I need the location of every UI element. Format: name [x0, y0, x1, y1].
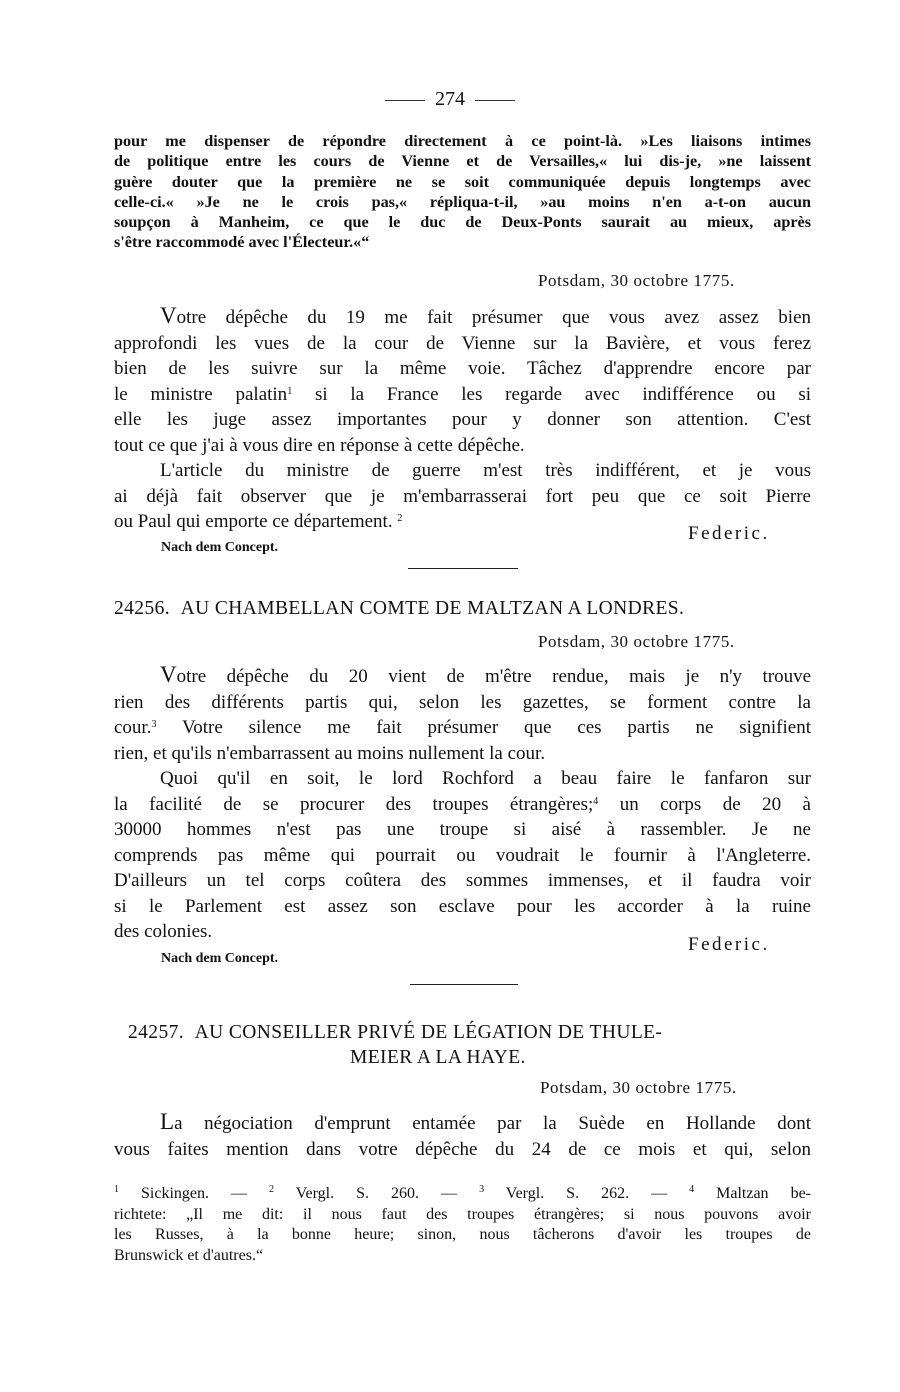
page-number-text: 274: [435, 88, 465, 110]
letter2-body: [114, 662, 811, 945]
text-line: rien, et qu'ils n'embarrassent au moins nullement la cour.: [114, 742, 546, 764]
section-divider: [410, 984, 518, 985]
letter-number: 24257.: [128, 1022, 185, 1043]
text-line: pour me dispenser de répondre directement à ce point-là. »Les liaisons intimes: [114, 132, 811, 150]
footnote-text: Sickingen. —: [119, 1185, 270, 1202]
footnote-line: [114, 1184, 811, 1205]
line-text: le ministre palatin: [114, 383, 288, 405]
footnote-line: Brunswick et d'autres.“: [114, 1246, 264, 1264]
letter3-heading-line1: [128, 1022, 662, 1044]
line-text: ou Paul qui emporte ce département.: [114, 511, 393, 532]
letter-heading-text: AU CHAMBELLAN COMTE DE MALTZAN A LONDRES.: [180, 598, 685, 619]
line-text: Votre silence me fait présumer que ces partis ne signifient: [156, 717, 811, 738]
footnote-text: Vergl. S. 260. —: [274, 1185, 480, 1202]
footnote-number: 4: [689, 1184, 695, 1195]
letter1-signature: Federic.: [688, 523, 770, 544]
text-line: [114, 382, 811, 408]
text-line: 30000 hommes n'est pas une troupe si aisé à rassembler. Je ne: [114, 819, 811, 840]
footnote-ref: 1: [287, 385, 293, 397]
letter3-body: [114, 1109, 811, 1162]
text-line: vous faites mention dans votre dépêche du 24 de ce mois et qui, selon: [114, 1138, 811, 1160]
text-line: de politique entre les cours de Vienne et de Versailles,« lui dis-je, »ne laissent: [114, 152, 811, 171]
line-text: cour.: [114, 717, 152, 738]
line-text: otre dépêche du 19 me fait présumer que vous avez assez bien: [176, 307, 811, 328]
text-line: bien de les suivre sur la même voie. Tâchez d'apprendre encore par: [114, 358, 811, 379]
text-line: [114, 715, 811, 741]
text-line: L'article du ministre de guerre m'est très indifférent, et je vous: [160, 460, 811, 481]
line-text: otre dépêche du 20 vient de m'être rendue, mais je n'y trouve: [176, 666, 811, 687]
letter3-date: Potsdam, 30 octobre 1775.: [540, 1078, 737, 1097]
text-line: [114, 792, 811, 818]
text-line: si le Parlement est assez son esclave pour les accorder à la ruine: [114, 895, 811, 917]
page-number: [0, 88, 900, 111]
text-line: D'ailleurs un tel corps coûtera des sommes immenses, et il faudra voir: [114, 870, 811, 891]
initial-letter: L: [160, 1109, 175, 1134]
footnote-text: Maltzan be-: [694, 1185, 811, 1202]
initial-letter: V: [160, 662, 177, 687]
text-line: rien des différents partis qui, selon les gazettes, se forment contre la: [114, 691, 811, 713]
text-line: tout ce que j'ai à vous dire en réponse à cette dépêche.: [114, 434, 525, 456]
text-line: [114, 1109, 811, 1137]
line-text: la facilité de se procurer des troupes étrangères;: [114, 793, 594, 815]
letter1-concept-note: Nach dem Concept.: [161, 540, 279, 555]
letter2-signature: Federic.: [688, 934, 770, 955]
text-line: des colonies.: [114, 921, 213, 942]
letter2-heading: [114, 598, 684, 620]
footnote-line: les Russes, à la bonne heure; sinon, nous tâcherons d'avoir les troupes de: [114, 1226, 811, 1243]
line-text: a négociation d'emprunt entamée par la Suède en Hollande dont: [174, 1113, 811, 1134]
letter3-heading-line2: MEIER A LA HAYE.: [350, 1047, 526, 1068]
text-line: soupçon à Manheim, ce que le duc de Deux-Ponts saurait au mieux, après: [114, 213, 811, 232]
text-line: elle les juge assez importantes pour y donner son attention. C'est: [114, 409, 811, 430]
text-line: approfondi les vues de la cour de Vienne sur la Bavière, et vous ferez: [114, 332, 811, 354]
text-line: Quoi qu'il en soit, le lord Rochford a beau faire le fanfaron sur: [160, 768, 811, 789]
letter2-concept-note: Nach dem Concept.: [161, 951, 279, 966]
initial-letter: V: [160, 303, 177, 328]
text-line: ai déjà fait observer que je m'embarrasserai fort peu que ce soit Pierre: [114, 485, 811, 507]
footnote-text: Vergl. S. 262. —: [484, 1185, 690, 1202]
letter-heading-text: AU CONSEILLER PRIVÉ DE LÉGATION DE THULE-: [194, 1022, 663, 1043]
footnote-ref: 4: [593, 795, 599, 807]
letter2-date: Potsdam, 30 octobre 1775.: [538, 632, 735, 651]
line-text: si la France les regarde avec indifférence ou si: [292, 383, 811, 405]
line-text: un corps de 20 à: [598, 793, 811, 815]
footnote-ref: 2: [397, 513, 403, 524]
text-line: guère douter que la première ne se soit communiquée depuis longtemps avec: [114, 172, 811, 191]
page-number-rule-right: [475, 100, 515, 101]
page-number-rule-left: [385, 100, 425, 101]
text-line: s'être raccommodé avec l'Électeur.«“: [114, 233, 370, 252]
footnotes: [114, 1184, 811, 1266]
letter1-date: Potsdam, 30 octobre 1775.: [538, 271, 735, 290]
footnote-line: richtete: „Il me dit: il nous faut des troupes étrangères; si nous pouvons avoir: [114, 1205, 811, 1223]
opening-paragraph: [114, 131, 811, 253]
text-line: [114, 662, 811, 690]
text-line: [114, 303, 811, 331]
text-line: celle-ci.« »Je ne le crois pas,« répliqua-t-il, »au moins n'en a-t-on aucun: [114, 192, 811, 211]
footnote-ref: 3: [151, 719, 157, 730]
section-divider: [408, 568, 518, 569]
footnote-number: 3: [479, 1184, 485, 1195]
text-line: comprends pas même qui pourrait ou voudrait le fournir à l'Angleterre.: [114, 844, 811, 866]
footnote-number: 2: [269, 1184, 275, 1195]
footnote-number: 1: [114, 1184, 119, 1195]
letter1-body: [114, 303, 811, 535]
letter-number: 24256.: [114, 598, 171, 619]
